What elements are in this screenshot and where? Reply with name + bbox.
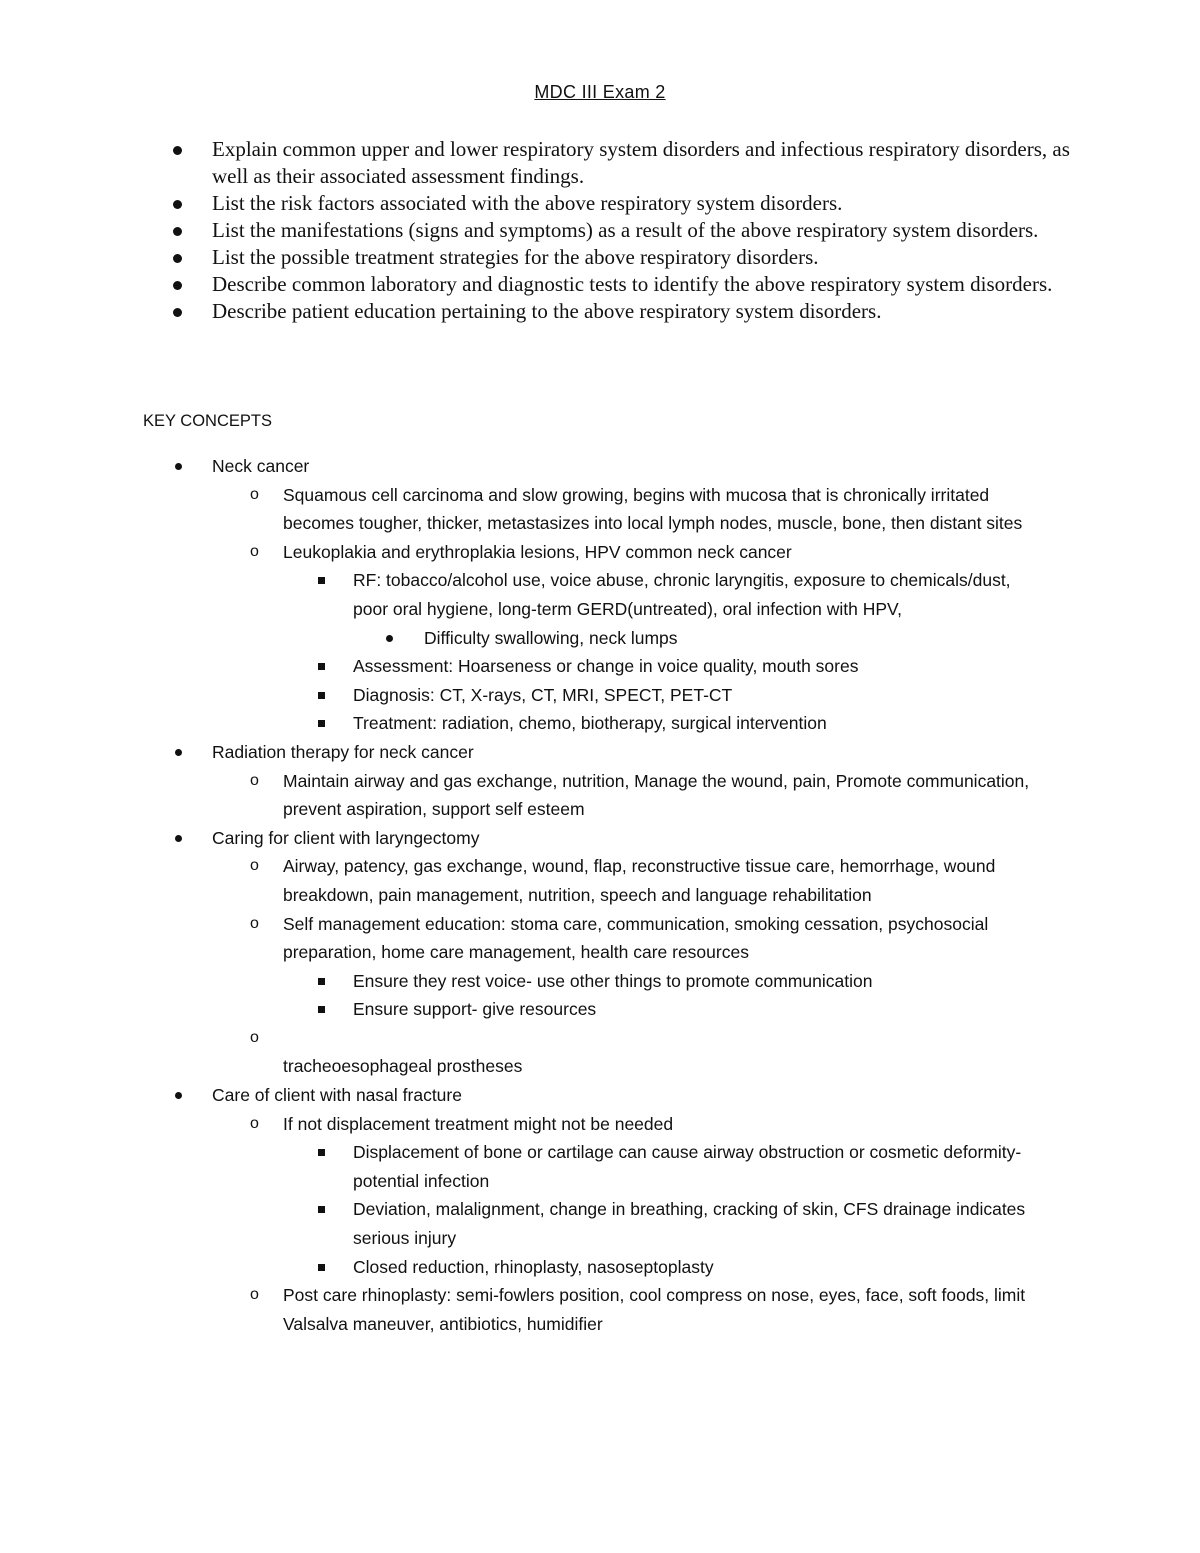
objective-text: List the manifestations (signs and symptoms) as a result of the above respiratory system disorders. (212, 218, 1039, 242)
objective-text: List the risk factors associated with the above respiratory system disorders. (212, 191, 843, 215)
outline-text: Treatment: radiation, chemo, biotherapy, surgical intervention (353, 713, 827, 734)
bullet-icon (386, 635, 393, 642)
outline-item-level-1 (0, 824, 1052, 853)
outline-text: Assessment: Hoarseness or change in voice quality, mouth sores (353, 656, 859, 677)
circle-bullet-icon: o (250, 1286, 259, 1304)
outline-item-level-3 (0, 709, 1043, 738)
square-bullet-icon (318, 692, 325, 699)
bullet-icon (175, 1092, 182, 1099)
bullet-icon (175, 463, 182, 470)
outline-item-level-3 (0, 566, 1043, 623)
outline-text: Care of client with nasal fracture (212, 1085, 462, 1106)
bullet-icon (173, 308, 182, 317)
circle-bullet-icon: o (250, 542, 259, 560)
outline-text: Leukoplakia and erythroplakia lesions, HPV common neck cancer (283, 541, 792, 562)
outline-item-level-3 (0, 967, 1043, 996)
outline-item-level-2 (0, 910, 1053, 967)
page-title: MDC III Exam 2 (534, 82, 666, 102)
outline-item-level-2 (0, 767, 1053, 824)
outline-text: If not displacement treatment might not be needed (283, 1113, 674, 1134)
square-bullet-icon (318, 1149, 325, 1156)
circle-bullet-icon: o (250, 857, 259, 875)
objective-item (0, 244, 1072, 271)
key-concepts-heading: KEY CONCEPTS (143, 412, 272, 430)
square-bullet-icon (318, 978, 325, 985)
outline-item-level-4 (0, 624, 1044, 653)
outline-item-level-3 (0, 1138, 1043, 1195)
outline-item-level-2 (0, 481, 1053, 538)
square-bullet-icon (318, 663, 325, 670)
outline-text: Maintain airway and gas exchange, nutrition, Manage the wound, pain, Promote communication, prevent aspiration, support self esteem (283, 770, 1030, 820)
square-bullet-icon (318, 577, 325, 584)
circle-bullet-icon: o (250, 914, 259, 932)
objective-item (0, 271, 1072, 298)
square-bullet-icon (318, 1264, 325, 1271)
bullet-icon (175, 749, 182, 756)
outline-item-level-0 (0, 1052, 1053, 1081)
outline-text: Diagnosis: CT, X-rays, CT, MRI, SPECT, PET-CT (353, 684, 733, 705)
circle-bullet-icon: o (250, 1114, 259, 1132)
outline-item-level-3 (0, 1253, 1043, 1282)
bullet-icon (175, 835, 182, 842)
square-bullet-icon (318, 1006, 325, 1013)
outline-item-level-2 (0, 538, 1053, 567)
outline-text: Airway, patency, gas exchange, wound, flap, reconstructive tissue care, hemorrhage, wound breakdown, pain management, nutrition, speech and language rehabilitation (283, 856, 996, 905)
objective-item (0, 136, 1072, 190)
outline-text: Closed reduction, rhinoplasty, nasoseptoplasty (353, 1256, 714, 1277)
objective-text: Describe common laboratory and diagnostic tests to identify the above respiratory system disorders. (212, 272, 1053, 296)
outline-item-level-1 (0, 1081, 1052, 1110)
square-bullet-icon (318, 720, 325, 727)
objective-text: Explain common upper and lower respiratory system disorders and infectious respiratory disorders, as well as their associated assessment findings. (212, 137, 1070, 188)
outline-item-level-3 (0, 652, 1043, 681)
outline-text: tracheoesophageal prostheses (283, 1056, 523, 1077)
outline-text: Ensure they rest voice- use other things to promote communication (353, 970, 873, 991)
key-concepts-outline (0, 452, 1200, 1338)
square-bullet-icon (318, 1206, 325, 1213)
outline-item-level-2 (0, 1110, 1053, 1139)
outline-text: Post care rhinoplasty: semi-fowlers position, cool compress on nose, eyes, face, soft foods, limit Valsalva maneuver, antibiotics, humidifier (283, 1285, 1026, 1334)
circle-bullet-icon: o (250, 771, 259, 789)
outline-item-level-2 (0, 1281, 1053, 1338)
objective-item (0, 190, 1072, 217)
outline-item-level-1 (0, 738, 1052, 767)
outline-item-level-2 (0, 1024, 1053, 1053)
bullet-icon (173, 200, 182, 209)
outline-text: Neck cancer (212, 456, 310, 476)
outline-text: Difficulty swallowing, neck lumps (424, 627, 678, 648)
objective-text: Describe patient education pertaining to the above respiratory system disorders. (212, 299, 882, 323)
outline-text: Deviation, malalignment, change in breathing, cracking of skin, CFS drainage indicates serious injury (353, 1199, 1026, 1249)
objective-text: List the possible treatment strategies for the above respiratory disorders. (212, 245, 819, 269)
objective-item (0, 217, 1072, 244)
outline-item-level-2 (0, 852, 1053, 909)
bullet-icon (173, 227, 182, 236)
outline-text: Radiation therapy for neck cancer (212, 741, 474, 762)
circle-bullet-icon: o (250, 485, 259, 503)
circle-bullet-icon: o (250, 1028, 259, 1046)
outline-text: Squamous cell carcinoma and slow growing, begins with mucosa that is chronically irritated becomes tougher, thicker, metastasizes into local lymph nodes, muscle, bone, then distant sites (283, 484, 1023, 534)
outline-text: Ensure support- give resources (353, 999, 597, 1020)
bullet-icon (173, 146, 182, 155)
outline-text: RF: tobacco/alcohol use, voice abuse, chronic laryngitis, exposure to chemicals/dust, poor oral hygiene, long-term GERD(untreated), oral infection with HPV, (353, 570, 1011, 619)
outline-item-level-3 (0, 1195, 1043, 1252)
outline-item-level-3 (0, 995, 1043, 1024)
bullet-icon (173, 254, 182, 263)
outline-text: Caring for client with laryngectomy (212, 827, 480, 848)
bullet-icon (173, 281, 182, 290)
outline-text: Self management education: stoma care, communication, smoking cessation, psychosocial preparation, home care management, health care resources (283, 913, 989, 963)
outline-item-level-1 (0, 452, 1052, 481)
learning-objectives-list (0, 136, 1200, 325)
objective-item (0, 298, 1072, 325)
outline-text: Displacement of bone or cartilage can cause airway obstruction or cosmetic deformity- potential infection (353, 1142, 1022, 1191)
outline-item-level-3 (0, 681, 1043, 710)
